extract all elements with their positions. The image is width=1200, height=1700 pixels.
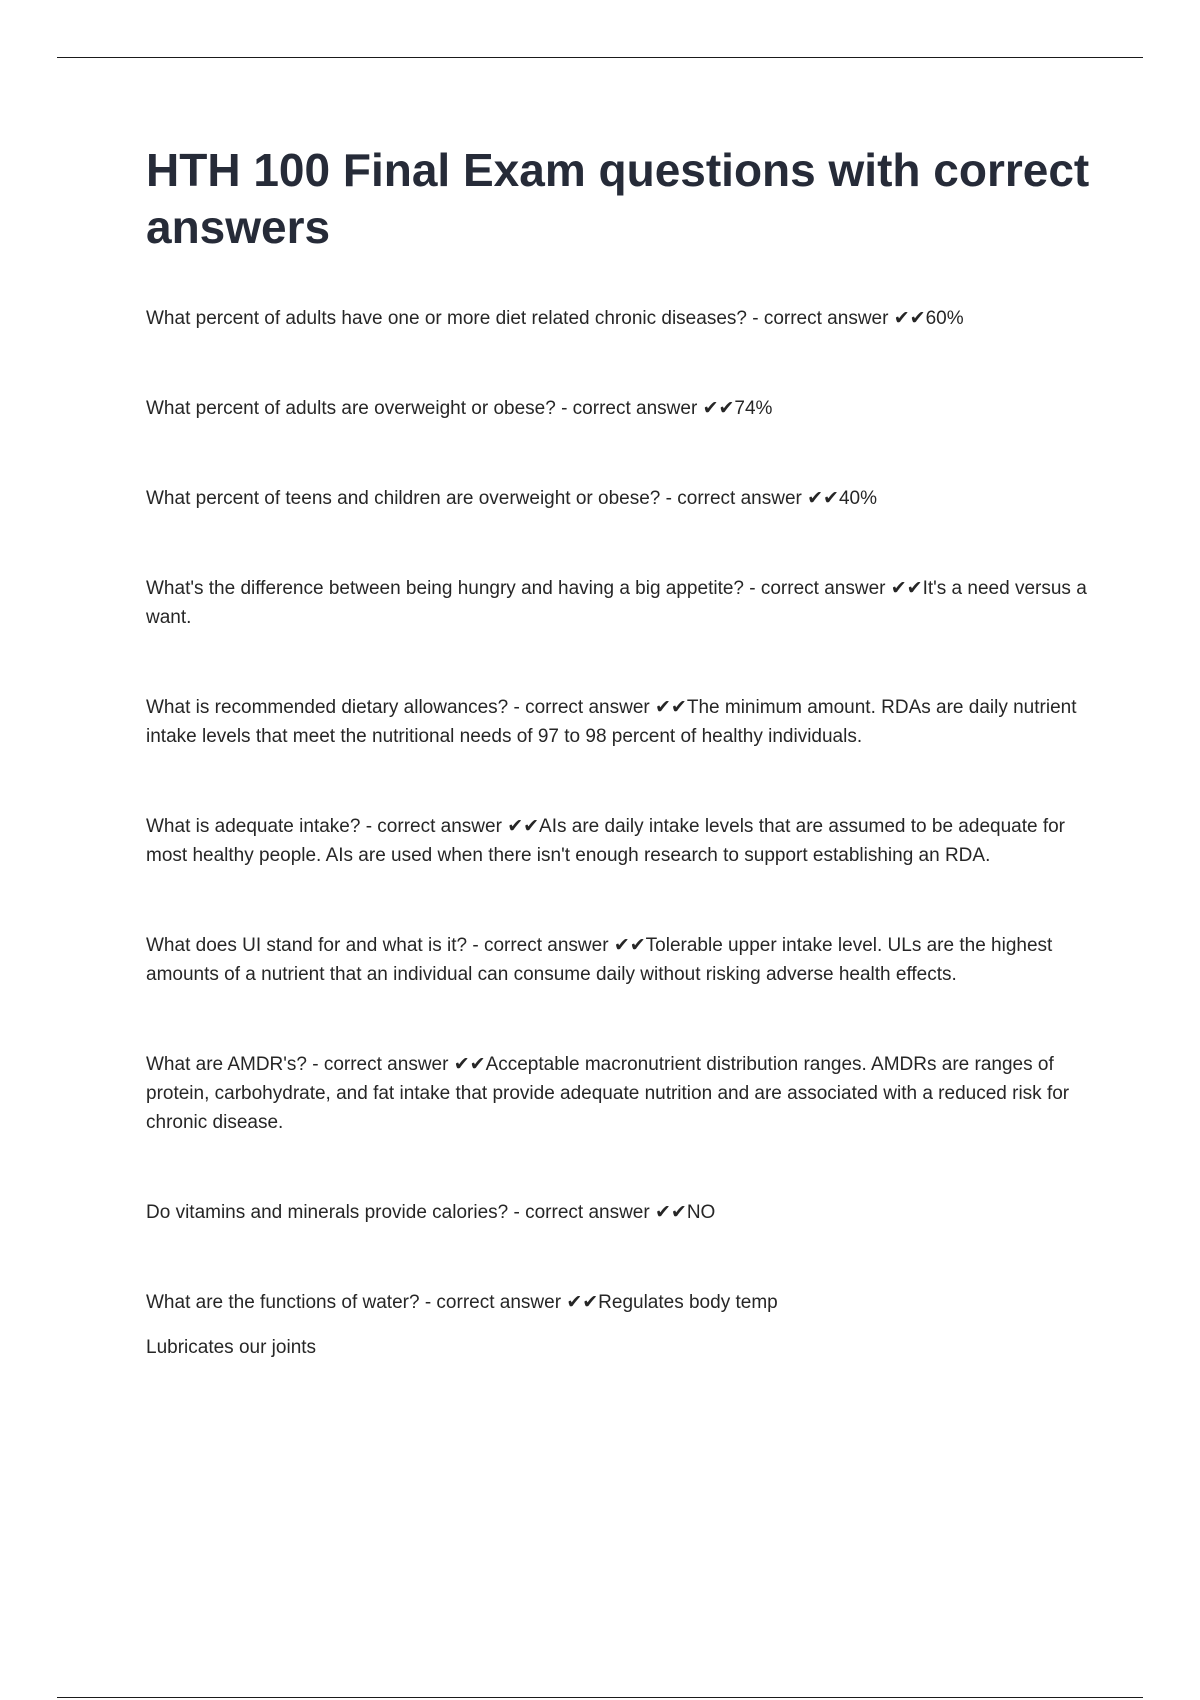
question-text: What is adequate intake? (146, 816, 361, 837)
question-text: Do vitamins and minerals provide calories? (146, 1202, 509, 1223)
answer-text: The minimum amount. RDAs are daily nutrient intake levels that meet the nutritional needs of 97 to 98 percent of healthy individuals. (146, 697, 1077, 747)
answer-continuation-line: Lubricates our joints (146, 1337, 317, 1358)
answer-text: AIs are daily intake levels that are assumed to be adequate for most healthy people. AIs are used when there isn't enough research to support establishing an RDA. (146, 816, 1066, 866)
question-text: What percent of teens and children are overweight or obese? (146, 488, 661, 509)
question-text: What's the difference between being hungry and having a big appetite? (146, 578, 744, 599)
question-text: What is recommended dietary allowances? (146, 697, 509, 718)
answer-text: NO (686, 1202, 716, 1223)
answer-text: Regulates body temp (598, 1292, 778, 1313)
question-text: What does UI stand for and what is it? (146, 935, 468, 956)
qa-item (146, 1198, 1096, 1227)
answer-separator: - correct answer (660, 488, 808, 509)
answer-separator: - correct answer (306, 1054, 454, 1075)
answer-text: 74% (734, 398, 773, 419)
qa-item (146, 812, 1096, 870)
check-mark-icon: ✔✔ (654, 1202, 687, 1223)
top-rule (57, 57, 1143, 58)
check-mark-icon: ✔✔ (453, 1054, 486, 1075)
qa-list (146, 304, 1096, 1362)
answer-text: 40% (838, 488, 878, 509)
question-text: What are the functions of water? (146, 1292, 420, 1313)
check-mark-icon: ✔✔ (893, 308, 926, 329)
answer-separator: - correct answer (360, 816, 508, 837)
answer-separator: - correct answer (419, 1292, 567, 1313)
question-text: What percent of adults have one or more diet related chronic diseases? (146, 308, 747, 329)
qa-item (146, 304, 1096, 333)
check-mark-icon: ✔✔ (890, 578, 923, 599)
answer-separator: - correct answer (746, 308, 894, 329)
qa-item (146, 1050, 1096, 1137)
check-mark-icon: ✔✔ (702, 398, 735, 419)
check-mark-icon: ✔✔ (613, 935, 646, 956)
check-mark-icon: ✔✔ (507, 816, 540, 837)
document-body (146, 142, 1096, 1362)
answer-text: It's a need versus a want. (146, 578, 1087, 628)
qa-item (146, 1288, 1096, 1317)
answer-separator: - correct answer (555, 398, 703, 419)
answer-text: Acceptable macronutrient distribution ranges. AMDRs are ranges of protein, carbohydrate, and fat intake that provide adequate nutrition and are associated with a reduced risk for chronic disease. (146, 1054, 1070, 1133)
document-title: HTH 100 Final Exam questions with correct answers (146, 144, 1090, 253)
check-mark-icon: ✔✔ (807, 488, 839, 509)
qa-item (146, 693, 1096, 751)
answer-separator: - correct answer (467, 935, 614, 956)
answer-separator: - correct answer (508, 697, 655, 718)
qa-item (146, 394, 1096, 423)
answer-separator: - correct answer (508, 1202, 655, 1223)
check-mark-icon: ✔✔ (566, 1292, 599, 1313)
answer-text: 60% (925, 308, 964, 329)
answer-text: Tolerable upper intake level. ULs are the highest amounts of a nutrient that an individual can consume daily without risking adverse health effects. (146, 935, 1053, 985)
question-text: What are AMDR's? (146, 1054, 307, 1075)
question-text: What percent of adults are overweight or obese? (146, 398, 556, 419)
bottom-rule (57, 1697, 1143, 1698)
check-mark-icon: ✔✔ (655, 697, 687, 718)
qa-item (146, 484, 1096, 513)
answer-separator: - correct answer (743, 578, 891, 599)
qa-item (146, 574, 1096, 632)
qa-item (146, 931, 1096, 989)
